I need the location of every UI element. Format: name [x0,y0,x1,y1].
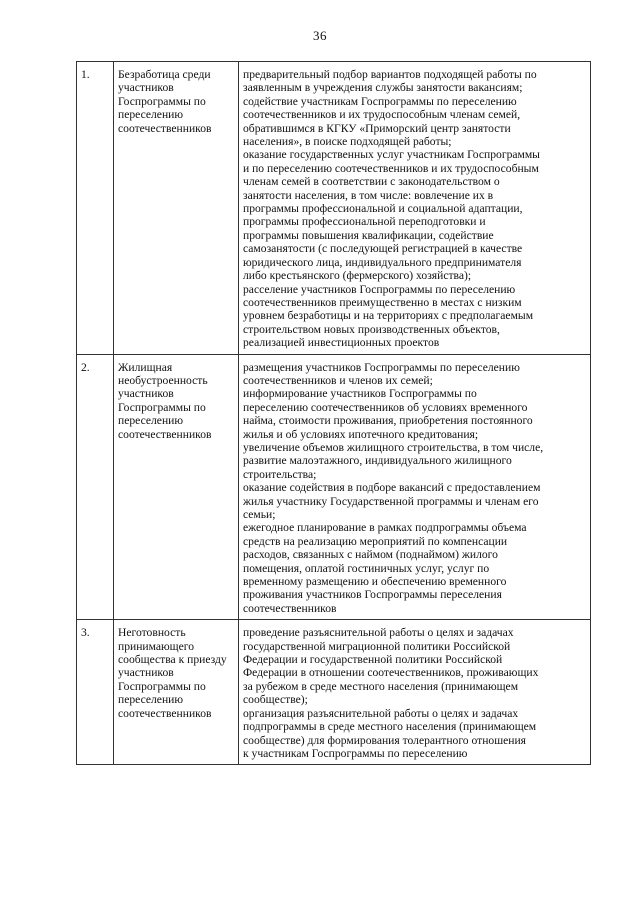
risk-text-line: переселению [118,108,184,122]
measure-text-line: найма, стоимости проживания, приобретения постоянного [243,414,533,428]
measure-text-line: содействие участникам Госпрограммы по переселению [243,94,517,108]
risk-text-line: принимающего [118,639,195,653]
measure-text-line: уровнем безработицы и на территориях с предполагаемым [243,309,534,323]
table-row [77,620,591,765]
row-number: 1. [77,62,114,355]
measure-text-line: помещения, оплатой гостиничных услуг, услуг по [243,561,490,575]
risk-text-line: переселению [118,414,184,428]
measure-text-line: развитие малоэтажного, индивидуального жилищного [243,454,512,468]
measure-text-line: и по переселению соотечественников и их трудоспособным [243,161,539,175]
risk-table [76,61,591,765]
measure-text-line: программы профессиональной и социальной адаптации, [243,202,523,216]
table-row [77,62,591,355]
measure-text-line: строительством новых производственных объектов, [243,322,500,336]
measure-text-line: расселение участников Госпрограммы по переселению [243,282,516,296]
measure-text-line: программы повышения квалификации, содействие [243,228,494,242]
risk-text-line: необустроенность [118,373,208,387]
risk-text-line: участников [118,387,174,401]
measure-text-line: организация разъяснительной работы о целях и задачах [243,706,519,720]
measure-text-line: государственной миграционной политики Российской [243,639,511,653]
risk-text-line: Госпрограммы по [118,94,206,108]
measure-text-line: строительства; [243,467,317,481]
measure-text-line: юридического лица, индивидуального предпринимателя [243,255,522,269]
measure-text-line: за рубежом в среде местного населения (принимающем [243,679,519,693]
risk-text-line: сообщества к приезду [118,653,227,667]
page-number: 36 [313,28,327,43]
risk-cell [114,620,239,765]
measure-text-line: оказание содействия в подборе вакансий с предоставлением [243,481,541,495]
risk-text-line: участников [118,81,174,95]
measure-text-line: подпрограммы в среде местного населения (принимающем [243,720,537,734]
measure-text-line: Федерации и государственной политики Российской [243,653,503,667]
measure-text-line: соотечественников и членов их семей; [243,373,433,387]
row-number: 2. [77,354,114,620]
measure-text-line: сообществе); [243,693,308,707]
row-number: 3. [77,620,114,765]
risk-text-line: Госпрограммы по [118,679,206,693]
measure-text-line: занятости населения, в том числе: вовлечение их в [243,188,494,202]
measure-text-line: оказание государственных услуг участникам Госпрограммы [243,148,540,162]
measure-text-line: самозанятости (с последующей регистрацией в качестве [243,242,523,256]
risk-text-line: Жилищная [118,360,173,374]
measure-text-line: проведение разъяснительной работы о целях и задачах [243,626,514,640]
measure-text-line: жилья и об условиях ипотечного кредитования; [243,427,479,441]
measure-text-line: ежегодное планирование в рамках подпрограммы объема [243,521,527,535]
measures-cell [239,620,591,765]
measure-text-line: информирование участников Госпрограммы по [243,387,477,401]
risk-text-line: Безработица среди [118,68,211,81]
measure-text-line: программы профессиональной переподготовки и [243,215,486,229]
risk-cell [114,354,239,620]
measure-text-line: соотечественников и их трудоспособным членам семей, [243,108,521,122]
measure-text-line: размещения участников Госпрограммы по переселению [243,360,520,374]
risk-text-line: переселению [118,693,184,707]
table-body [77,62,591,765]
measure-text-line: семьи; [243,508,276,521]
measure-text-line: либо крестьянского (фермерского) хозяйства); [243,269,472,283]
risk-text-line: Госпрограммы по [118,400,206,414]
risk-text-line: соотечественников [118,121,212,135]
measure-text-line: предварительный подбор вариантов подходящей работы по [243,68,537,81]
measures-cell [239,62,591,355]
measure-text-line: заявленным в учреждения службы занятости вакансиям; [243,81,523,95]
risk-text-line: Неготовность [118,626,186,640]
measure-text-line: увеличение объемов жилищного строительства, в том числе, [243,440,544,454]
measure-text-line: жилья участнику Государственной программы и членам его [243,494,539,508]
table-row [77,354,591,620]
measure-text-line: временному размещению и обеспечению временного [243,575,507,589]
measure-text-line: переселению соотечественников об условиях временного [243,400,528,414]
measure-text-line: обратившимся в КГКУ «Приморский центр занятости [243,121,511,135]
measures-cell [239,354,591,620]
measure-text-line: населения», в поиске подходящей работы; [243,135,452,149]
measure-text-line: соотечественников [243,601,337,615]
measure-text-line: реализацией инвестиционных проектов [243,336,440,350]
measure-text-line: соотечественников преимущественно в местах с низким [243,295,522,309]
risk-text-line: соотечественников [118,427,212,441]
measure-text-line: Федерации в отношении соотечественников, проживающих [243,666,539,680]
measure-text-line: средств на реализацию мероприятий по компенсации [243,534,508,548]
risk-text-line: участников [118,666,174,680]
measure-text-line: расходов, связанных с наймом (поднаймом) жилого [243,548,498,562]
measure-text-line: сообществе) для формирования толерантного отношения [243,733,527,747]
risk-text-line: соотечественников [118,706,212,720]
measure-text-line: проживания участников Госпрограммы переселения [243,588,502,602]
risk-cell [114,62,239,355]
measure-text-line: к участникам Госпрограммы по переселению [243,746,468,760]
measure-text-line: членам семей в соответствии с законодательством о [243,175,500,189]
